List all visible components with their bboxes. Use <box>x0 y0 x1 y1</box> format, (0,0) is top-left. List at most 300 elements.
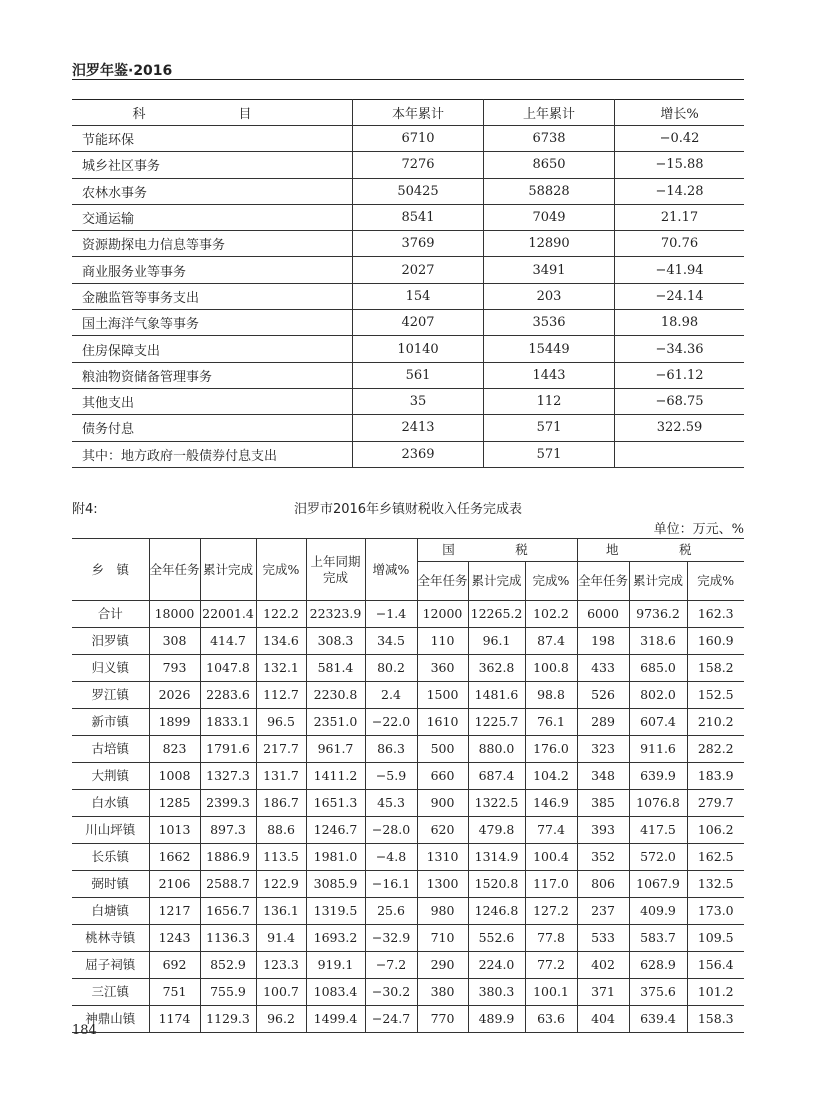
subject-cell: 商业服务业等事务 <box>72 257 353 283</box>
local-cumulative-cell: 607.4 <box>629 709 687 736</box>
table-row <box>72 204 744 230</box>
cumulative-cell: 2399.3 <box>200 790 256 817</box>
local-annual-task-cell: 352 <box>577 844 629 871</box>
annual-task-cell: 1013 <box>149 817 200 844</box>
annual-task-cell: 1008 <box>149 763 200 790</box>
completion-cell: 113.5 <box>256 844 306 871</box>
subject-cell: 金融监管等事务支出 <box>72 283 353 309</box>
this-year-cell: 50425 <box>353 178 484 204</box>
local-completion-cell: 173.0 <box>687 898 744 925</box>
subject-cell: 粮油物资储备管理事务 <box>72 362 353 388</box>
annual-task-cell: 308 <box>149 628 200 655</box>
col-header-completion: 完成% <box>256 539 306 601</box>
col-header-national-completion: 完成% <box>525 562 577 601</box>
national-completion-cell: 87.4 <box>525 628 577 655</box>
last-year-cell: 1651.3 <box>306 790 365 817</box>
growth-cell: 322.59 <box>615 415 745 441</box>
completion-cell: 96.2 <box>256 1006 306 1033</box>
national-annual-task-cell: 1310 <box>417 844 468 871</box>
cumulative-cell: 414.7 <box>200 628 256 655</box>
this-year-cell: 4207 <box>353 310 484 336</box>
growth-cell: 21.17 <box>615 204 745 230</box>
table-row <box>72 925 744 952</box>
cumulative-cell: 1129.3 <box>200 1006 256 1033</box>
col-header-local-cumulative: 累计完成 <box>629 562 687 601</box>
col-header-change: 增减% <box>365 539 417 601</box>
annual-task-cell: 823 <box>149 736 200 763</box>
local-completion-cell: 210.2 <box>687 709 744 736</box>
change-cell: 25.6 <box>365 898 417 925</box>
national-annual-task-cell: 980 <box>417 898 468 925</box>
this-year-cell: 561 <box>353 362 484 388</box>
table-row <box>72 844 744 871</box>
this-year-cell: 2027 <box>353 257 484 283</box>
change-cell: −7.2 <box>365 952 417 979</box>
local-completion-cell: 183.9 <box>687 763 744 790</box>
growth-cell: −68.75 <box>615 388 745 414</box>
last-year-cell: 7049 <box>484 204 615 230</box>
table-row <box>72 736 744 763</box>
local-annual-task-cell: 402 <box>577 952 629 979</box>
local-annual-task-cell: 433 <box>577 655 629 682</box>
cumulative-cell: 1791.6 <box>200 736 256 763</box>
growth-cell: −14.28 <box>615 178 745 204</box>
growth-cell: −24.14 <box>615 283 745 309</box>
local-cumulative-cell: 639.4 <box>629 1006 687 1033</box>
local-annual-task-cell: 526 <box>577 682 629 709</box>
cumulative-cell: 1136.3 <box>200 925 256 952</box>
town-cell: 长乐镇 <box>72 844 149 871</box>
subject-cell: 农林水事务 <box>72 178 353 204</box>
local-annual-task-cell: 237 <box>577 898 629 925</box>
change-cell: 2.4 <box>365 682 417 709</box>
col-header-national-cumulative: 累计完成 <box>468 562 525 601</box>
local-cumulative-cell: 628.9 <box>629 952 687 979</box>
completion-cell: 96.5 <box>256 709 306 736</box>
cumulative-cell: 22001.4 <box>200 601 256 628</box>
table-row <box>72 898 744 925</box>
last-year-cell: 1443 <box>484 362 615 388</box>
national-completion-cell: 100.8 <box>525 655 577 682</box>
national-annual-task-cell: 1300 <box>417 871 468 898</box>
last-year-cell: 12890 <box>484 231 615 257</box>
national-cumulative-cell: 489.9 <box>468 1006 525 1033</box>
local-cumulative-cell: 639.9 <box>629 763 687 790</box>
last-year-cell: 919.1 <box>306 952 365 979</box>
table-row <box>72 388 744 414</box>
national-completion-cell: 98.8 <box>525 682 577 709</box>
national-completion-cell: 102.2 <box>525 601 577 628</box>
town-cell: 大荆镇 <box>72 763 149 790</box>
town-cell: 弼时镇 <box>72 871 149 898</box>
table-row <box>72 441 744 467</box>
cumulative-cell: 2283.6 <box>200 682 256 709</box>
town-cell: 汨罗镇 <box>72 628 149 655</box>
growth-cell: 18.98 <box>615 310 745 336</box>
table-row <box>72 178 744 204</box>
local-annual-task-cell: 323 <box>577 736 629 763</box>
subject-cell: 节能环保 <box>72 126 353 152</box>
completion-cell: 88.6 <box>256 817 306 844</box>
national-completion-cell: 77.4 <box>525 817 577 844</box>
table-row <box>72 415 744 441</box>
town-cell: 归义镇 <box>72 655 149 682</box>
town-cell: 神鼎山镇 <box>72 1006 149 1033</box>
annual-task-cell: 1899 <box>149 709 200 736</box>
local-completion-cell: 152.5 <box>687 682 744 709</box>
last-year-cell: 15449 <box>484 336 615 362</box>
last-year-cell: 581.4 <box>306 655 365 682</box>
annual-task-cell: 2106 <box>149 871 200 898</box>
change-cell: −30.2 <box>365 979 417 1006</box>
change-cell: −28.0 <box>365 817 417 844</box>
cumulative-cell: 755.9 <box>200 979 256 1006</box>
town-cell: 桃林寺镇 <box>72 925 149 952</box>
national-completion-cell: 77.8 <box>525 925 577 952</box>
page-number: 184 <box>72 1023 97 1038</box>
subject-cell: 住房保障支出 <box>72 336 353 362</box>
cumulative-cell: 1327.3 <box>200 763 256 790</box>
growth-cell: −15.88 <box>615 152 745 178</box>
appendix-label: 附4: <box>72 502 98 517</box>
national-cumulative-cell: 380.3 <box>468 979 525 1006</box>
last-year-cell: 308.3 <box>306 628 365 655</box>
town-cell: 白塘镇 <box>72 898 149 925</box>
national-cumulative-cell: 479.8 <box>468 817 525 844</box>
change-cell: 86.3 <box>365 736 417 763</box>
expenditure-table <box>72 99 744 468</box>
annual-task-cell: 692 <box>149 952 200 979</box>
local-annual-task-cell: 289 <box>577 709 629 736</box>
town-cell: 三江镇 <box>72 979 149 1006</box>
change-cell: −16.1 <box>365 871 417 898</box>
col-header-last-year: 上年累计 <box>484 100 615 126</box>
national-completion-cell: 146.9 <box>525 790 577 817</box>
local-completion-cell: 158.2 <box>687 655 744 682</box>
national-cumulative-cell: 1481.6 <box>468 682 525 709</box>
local-annual-task-cell: 348 <box>577 763 629 790</box>
col-header-cumulative: 累计完成 <box>200 539 256 601</box>
completion-cell: 132.1 <box>256 655 306 682</box>
completion-cell: 186.7 <box>256 790 306 817</box>
national-annual-task-cell: 360 <box>417 655 468 682</box>
annual-task-cell: 751 <box>149 979 200 1006</box>
table-row <box>72 655 744 682</box>
national-cumulative-cell: 362.8 <box>468 655 525 682</box>
table-row <box>72 310 744 336</box>
growth-cell: −41.94 <box>615 257 745 283</box>
last-year-cell: 2230.8 <box>306 682 365 709</box>
national-cumulative-cell: 224.0 <box>468 952 525 979</box>
completion-cell: 217.7 <box>256 736 306 763</box>
last-year-cell: 3085.9 <box>306 871 365 898</box>
unit-note: 单位：万元、% <box>653 522 744 537</box>
annual-task-cell: 793 <box>149 655 200 682</box>
this-year-cell: 8541 <box>353 204 484 230</box>
national-annual-task-cell: 1500 <box>417 682 468 709</box>
subject-cell: 债务付息 <box>72 415 353 441</box>
change-cell: −24.7 <box>365 1006 417 1033</box>
this-year-cell: 2369 <box>353 441 484 467</box>
last-year-cell: 1246.7 <box>306 817 365 844</box>
local-completion-cell: 132.5 <box>687 871 744 898</box>
table-row <box>72 817 744 844</box>
this-year-cell: 154 <box>353 283 484 309</box>
table-row <box>72 152 744 178</box>
annual-task-cell: 1174 <box>149 1006 200 1033</box>
local-cumulative-cell: 583.7 <box>629 925 687 952</box>
this-year-cell: 7276 <box>353 152 484 178</box>
national-annual-task-cell: 110 <box>417 628 468 655</box>
last-year-cell: 571 <box>484 415 615 441</box>
growth-cell: −61.12 <box>615 362 745 388</box>
col-header-last-year: 上年同期完成 <box>306 539 365 601</box>
this-year-cell: 2413 <box>353 415 484 441</box>
town-cell: 合计 <box>72 601 149 628</box>
national-cumulative-cell: 1322.5 <box>468 790 525 817</box>
local-completion-cell: 106.2 <box>687 817 744 844</box>
cumulative-cell: 1656.7 <box>200 898 256 925</box>
national-completion-cell: 77.2 <box>525 952 577 979</box>
last-year-cell: 3536 <box>484 310 615 336</box>
col-header-local-completion: 完成% <box>687 562 744 601</box>
completion-cell: 122.9 <box>256 871 306 898</box>
last-year-cell: 22323.9 <box>306 601 365 628</box>
table-row <box>72 952 744 979</box>
annual-task-cell: 1662 <box>149 844 200 871</box>
last-year-cell: 1981.0 <box>306 844 365 871</box>
table-row <box>72 362 744 388</box>
col-header-subject: 科 目 <box>72 100 353 126</box>
completion-cell: 123.3 <box>256 952 306 979</box>
national-completion-cell: 100.1 <box>525 979 577 1006</box>
national-cumulative-cell: 880.0 <box>468 736 525 763</box>
table-row <box>72 126 744 152</box>
completion-cell: 131.7 <box>256 763 306 790</box>
last-year-cell: 58828 <box>484 178 615 204</box>
local-completion-cell: 160.9 <box>687 628 744 655</box>
local-cumulative-cell: 9736.2 <box>629 601 687 628</box>
national-annual-task-cell: 710 <box>417 925 468 952</box>
col-header-this-year: 本年累计 <box>353 100 484 126</box>
national-completion-cell: 76.1 <box>525 709 577 736</box>
col-header-annual-task: 全年任务 <box>149 539 200 601</box>
subject-cell: 其他支出 <box>72 388 353 414</box>
local-completion-cell: 109.5 <box>687 925 744 952</box>
national-completion-cell: 63.6 <box>525 1006 577 1033</box>
local-cumulative-cell: 685.0 <box>629 655 687 682</box>
last-year-cell: 2351.0 <box>306 709 365 736</box>
table-row <box>72 790 744 817</box>
annual-task-cell: 2026 <box>149 682 200 709</box>
subject-cell: 其中：地方政府一般债券付息支出 <box>72 441 353 467</box>
last-year-cell: 1499.4 <box>306 1006 365 1033</box>
growth-cell: −34.36 <box>615 336 745 362</box>
last-year-cell: 1693.2 <box>306 925 365 952</box>
table-row <box>72 871 744 898</box>
growth-cell: −0.42 <box>615 126 745 152</box>
local-cumulative-cell: 1067.9 <box>629 871 687 898</box>
annual-task-cell: 1243 <box>149 925 200 952</box>
last-year-cell: 8650 <box>484 152 615 178</box>
completion-cell: 112.7 <box>256 682 306 709</box>
header-rule <box>72 79 744 80</box>
annual-task-cell: 18000 <box>149 601 200 628</box>
completion-cell: 122.2 <box>256 601 306 628</box>
national-cumulative-cell: 1225.7 <box>468 709 525 736</box>
local-cumulative-cell: 911.6 <box>629 736 687 763</box>
table-row <box>72 601 744 628</box>
local-annual-task-cell: 198 <box>577 628 629 655</box>
national-completion-cell: 100.4 <box>525 844 577 871</box>
growth-cell: 70.76 <box>615 231 745 257</box>
township-tax-table <box>72 538 744 1033</box>
national-completion-cell: 176.0 <box>525 736 577 763</box>
local-cumulative-cell: 572.0 <box>629 844 687 871</box>
national-cumulative-cell: 1246.8 <box>468 898 525 925</box>
change-cell: 80.2 <box>365 655 417 682</box>
col-group-local-tax: 地 税 <box>577 539 744 562</box>
national-annual-task-cell: 500 <box>417 736 468 763</box>
national-completion-cell: 117.0 <box>525 871 577 898</box>
running-header: 汨罗年鉴·2016 <box>72 63 173 79</box>
local-completion-cell: 158.3 <box>687 1006 744 1033</box>
this-year-cell: 10140 <box>353 336 484 362</box>
cumulative-cell: 1833.1 <box>200 709 256 736</box>
national-cumulative-cell: 1314.9 <box>468 844 525 871</box>
subject-cell: 国土海洋气象等事务 <box>72 310 353 336</box>
town-cell: 川山坪镇 <box>72 817 149 844</box>
table-row <box>72 763 744 790</box>
subject-cell: 城乡社区事务 <box>72 152 353 178</box>
last-year-cell: 112 <box>484 388 615 414</box>
national-annual-task-cell: 620 <box>417 817 468 844</box>
last-year-cell: 571 <box>484 441 615 467</box>
col-header-town: 乡 镇 <box>72 539 149 601</box>
national-cumulative-cell: 687.4 <box>468 763 525 790</box>
local-completion-cell: 101.2 <box>687 979 744 1006</box>
local-completion-cell: 162.3 <box>687 601 744 628</box>
last-year-cell: 3491 <box>484 257 615 283</box>
national-annual-task-cell: 770 <box>417 1006 468 1033</box>
annual-task-cell: 1217 <box>149 898 200 925</box>
cumulative-cell: 1047.8 <box>200 655 256 682</box>
this-year-cell: 6710 <box>353 126 484 152</box>
change-cell: −5.9 <box>365 763 417 790</box>
table-row <box>72 257 744 283</box>
local-annual-task-cell: 371 <box>577 979 629 1006</box>
national-annual-task-cell: 380 <box>417 979 468 1006</box>
cumulative-cell: 897.3 <box>200 817 256 844</box>
last-year-cell: 961.7 <box>306 736 365 763</box>
change-cell: 34.5 <box>365 628 417 655</box>
cumulative-cell: 852.9 <box>200 952 256 979</box>
table-row <box>72 682 744 709</box>
town-cell: 新市镇 <box>72 709 149 736</box>
local-completion-cell: 162.5 <box>687 844 744 871</box>
completion-cell: 100.7 <box>256 979 306 1006</box>
last-year-cell: 6738 <box>484 126 615 152</box>
national-completion-cell: 104.2 <box>525 763 577 790</box>
completion-cell: 136.1 <box>256 898 306 925</box>
local-annual-task-cell: 6000 <box>577 601 629 628</box>
change-cell: −32.9 <box>365 925 417 952</box>
local-annual-task-cell: 533 <box>577 925 629 952</box>
local-annual-task-cell: 404 <box>577 1006 629 1033</box>
local-annual-task-cell: 393 <box>577 817 629 844</box>
subject-cell: 交通运输 <box>72 204 353 230</box>
last-year-cell: 203 <box>484 283 615 309</box>
town-cell: 白水镇 <box>72 790 149 817</box>
table-header-row <box>72 100 744 126</box>
subject-cell: 资源勘探电力信息等事务 <box>72 231 353 257</box>
town-cell: 古培镇 <box>72 736 149 763</box>
change-cell: −1.4 <box>365 601 417 628</box>
cumulative-cell: 2588.7 <box>200 871 256 898</box>
col-header-growth: 增长% <box>615 100 745 126</box>
local-annual-task-cell: 385 <box>577 790 629 817</box>
table-row <box>72 283 744 309</box>
town-cell: 罗江镇 <box>72 682 149 709</box>
national-annual-task-cell: 12000 <box>417 601 468 628</box>
national-annual-task-cell: 290 <box>417 952 468 979</box>
national-cumulative-cell: 1520.8 <box>468 871 525 898</box>
local-cumulative-cell: 417.5 <box>629 817 687 844</box>
national-annual-task-cell: 1610 <box>417 709 468 736</box>
national-completion-cell: 127.2 <box>525 898 577 925</box>
local-completion-cell: 156.4 <box>687 952 744 979</box>
last-year-cell: 1411.2 <box>306 763 365 790</box>
table-row <box>72 1006 744 1033</box>
national-cumulative-cell: 96.1 <box>468 628 525 655</box>
table-row <box>72 709 744 736</box>
national-cumulative-cell: 12265.2 <box>468 601 525 628</box>
annual-task-cell: 1285 <box>149 790 200 817</box>
national-cumulative-cell: 552.6 <box>468 925 525 952</box>
local-cumulative-cell: 375.6 <box>629 979 687 1006</box>
table-row <box>72 628 744 655</box>
completion-cell: 134.6 <box>256 628 306 655</box>
local-cumulative-cell: 409.9 <box>629 898 687 925</box>
completion-cell: 91.4 <box>256 925 306 952</box>
col-header-national-annual-task: 全年任务 <box>417 562 468 601</box>
cumulative-cell: 1886.9 <box>200 844 256 871</box>
local-completion-cell: 282.2 <box>687 736 744 763</box>
change-cell: −22.0 <box>365 709 417 736</box>
table-row <box>72 231 744 257</box>
last-year-cell: 1083.4 <box>306 979 365 1006</box>
this-year-cell: 3769 <box>353 231 484 257</box>
local-cumulative-cell: 1076.8 <box>629 790 687 817</box>
table-row <box>72 979 744 1006</box>
col-group-national-tax: 国 税 <box>417 539 577 562</box>
local-cumulative-cell: 802.0 <box>629 682 687 709</box>
town-cell: 屈子祠镇 <box>72 952 149 979</box>
national-annual-task-cell: 900 <box>417 790 468 817</box>
local-completion-cell: 279.7 <box>687 790 744 817</box>
last-year-cell: 1319.5 <box>306 898 365 925</box>
table-header-row <box>72 539 744 562</box>
table-row <box>72 336 744 362</box>
change-cell: 45.3 <box>365 790 417 817</box>
table-title: 汨罗市2016年乡镇财税收入任务完成表 <box>293 502 523 517</box>
this-year-cell: 35 <box>353 388 484 414</box>
national-annual-task-cell: 660 <box>417 763 468 790</box>
growth-cell <box>615 441 745 467</box>
col-header-local-annual-task: 全年任务 <box>577 562 629 601</box>
local-cumulative-cell: 318.6 <box>629 628 687 655</box>
local-annual-task-cell: 806 <box>577 871 629 898</box>
